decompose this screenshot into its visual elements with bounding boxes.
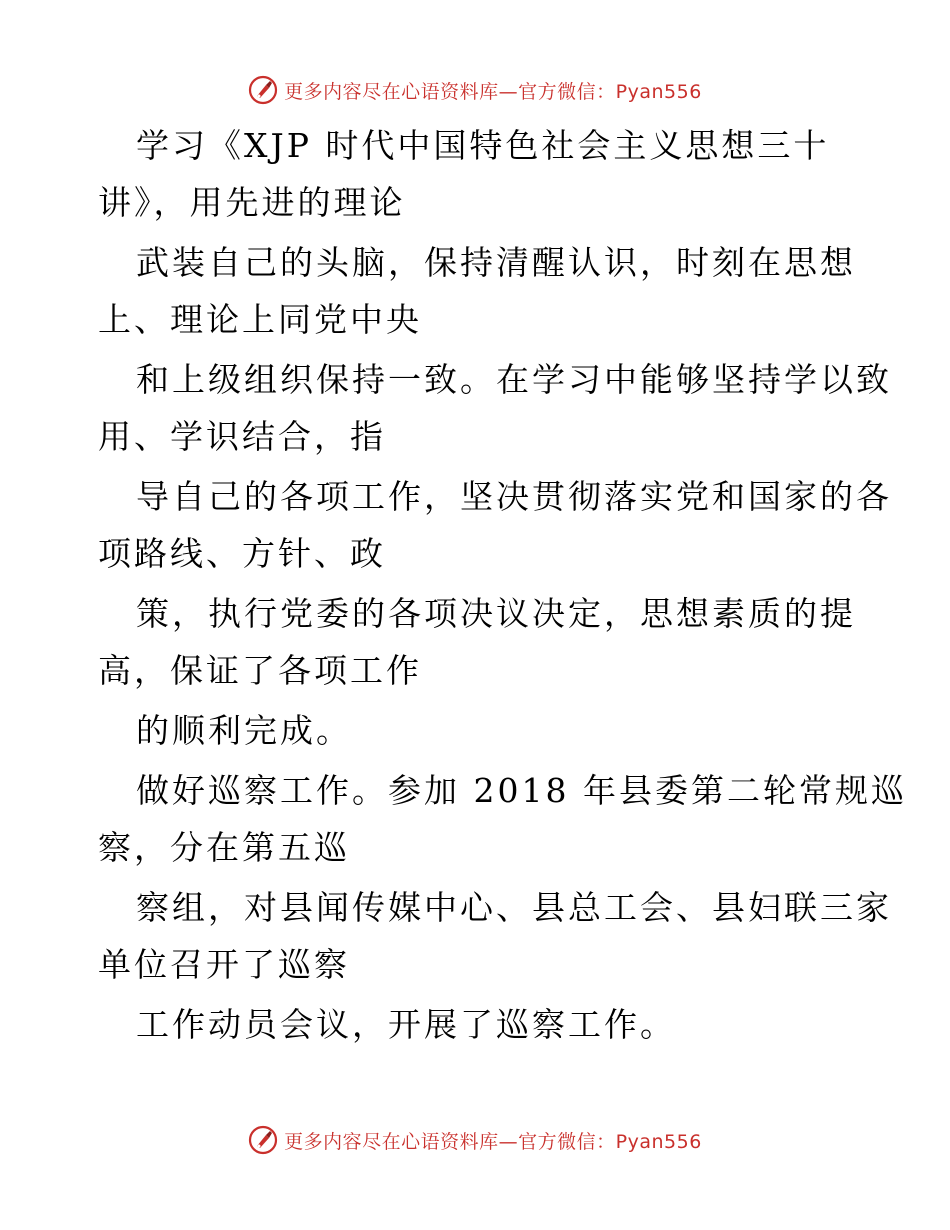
body-line: 的顺利完成。 xyxy=(136,711,352,750)
banner-text xyxy=(284,77,702,104)
banner-text xyxy=(284,1127,702,1154)
body-line: 察，分在第五巡 xyxy=(98,828,350,867)
banner-main-text: 更多内容尽在心语资料库 xyxy=(284,1130,499,1153)
body-line: 用、学识结合，指 xyxy=(98,417,386,456)
body-line: 工作动员会议，开展了巡察工作。 xyxy=(136,1005,676,1044)
body-line: 和上级组织保持一致。在学习中能够坚持学以致 xyxy=(136,360,892,399)
banner-wechat-text: 官方微信：Pyan556 xyxy=(518,1130,702,1153)
pen-nib-logo-icon xyxy=(248,1125,278,1155)
body-line: 策，执行党委的各项决议决定，思想素质的提 xyxy=(136,594,856,633)
body-line: 做好巡察工作。参加 2018 年县委第二轮常规巡 xyxy=(136,771,907,810)
body-line: 讲》，用先进的理论 xyxy=(98,183,406,222)
footer-banner xyxy=(0,1120,950,1160)
body-line: 高，保证了各项工作 xyxy=(98,651,422,690)
banner-separator: — xyxy=(498,1130,519,1153)
body-line: 武装自己的头脑，保持清醒认识，时刻在思想 xyxy=(136,243,856,282)
body-line: 上、理论上同党中央 xyxy=(98,300,422,339)
body-line: 察组，对县闻传媒中心、县总工会、县妇联三家 xyxy=(136,888,892,927)
header-banner xyxy=(0,70,950,110)
banner-main-text: 更多内容尽在心语资料库 xyxy=(284,80,499,103)
body-line: 导自己的各项工作，坚决贯彻落实党和国家的各 xyxy=(136,477,892,516)
body-line: 单位召开了巡察 xyxy=(98,945,350,984)
body-line: 学习《XJP 时代中国特色社会主义思想三十 xyxy=(136,126,830,165)
pen-nib-logo-icon xyxy=(248,75,278,105)
banner-wechat-text: 官方微信：Pyan556 xyxy=(518,80,702,103)
banner-separator: — xyxy=(498,80,519,103)
body-line: 项路线、方针、政 xyxy=(98,534,386,573)
